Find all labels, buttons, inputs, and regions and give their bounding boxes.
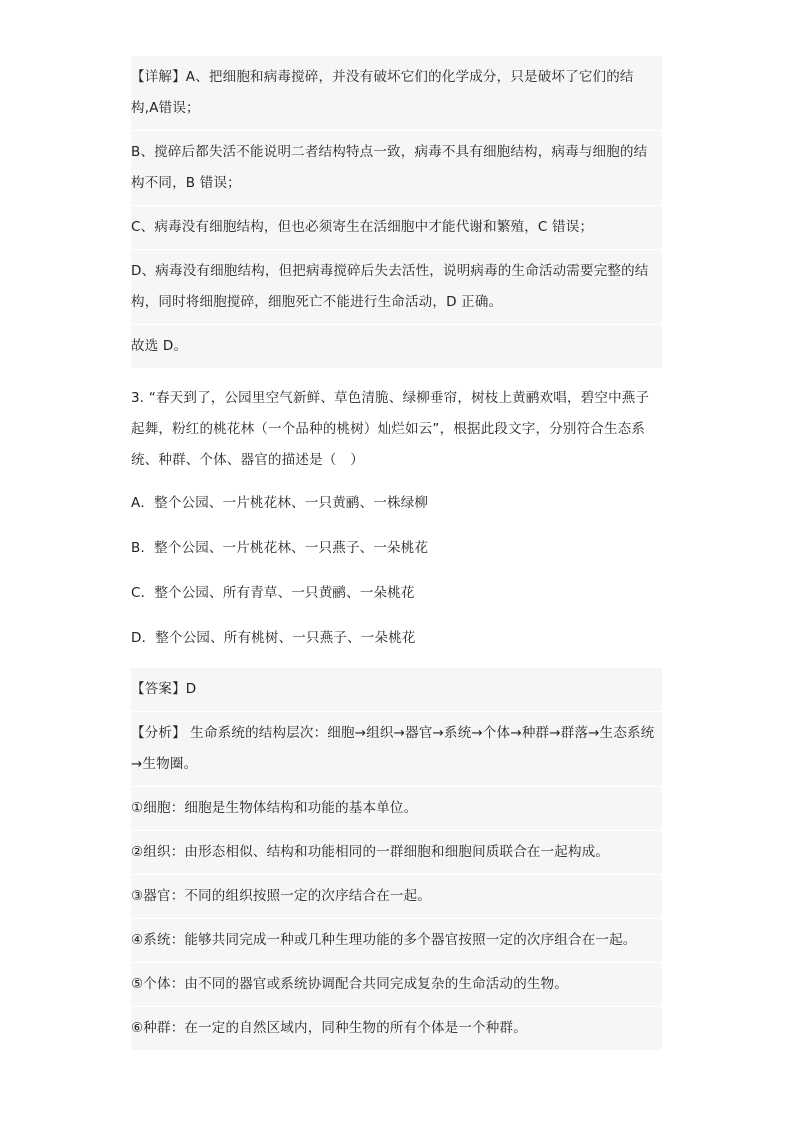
level-population: ⑥种群：在一定的自然区域内，同种生物的所有个体是一个种群。 xyxy=(131,1007,662,1051)
question-block xyxy=(131,377,662,662)
level-individual: ⑤个体：由不同的器官或系统协调配合共同完成复杂的生命活动的生物。 xyxy=(131,963,662,1007)
answer-block xyxy=(131,668,662,1051)
explanation-paragraph-d: D、病毒没有细胞结构，但把病毒搅碎后失去活性，说明病毒的生命活动需要完整的结构，同时将细胞搅碎，细胞死亡不能进行生命活动，D 正确。 xyxy=(131,250,662,325)
level-organ: ③器官：不同的组织按照一定的次序结合在一起。 xyxy=(131,875,662,919)
option-d: D．整个公园、所有桃树、一只燕子、一朵桃花 xyxy=(131,630,416,646)
level-cell: ①细胞：细胞是生物体结构和功能的基本单位。 xyxy=(131,787,662,831)
option-c: C．整个公园、所有青草、一只黄鹂、一朵桃花 xyxy=(131,585,415,601)
option-b: B．整个公园、一片桃花林、一只燕子、一朵桃花 xyxy=(131,540,429,556)
option-a: A．整个公园、一片桃花林、一只黄鹂、一株绿柳 xyxy=(131,495,429,511)
document-page xyxy=(131,56,662,1051)
level-tissue: ②组织：由形态相似、结构和功能相同的一群细胞和细胞间质联合在一起构成。 xyxy=(131,831,662,875)
explanation-conclusion: 故选 D。 xyxy=(131,325,662,369)
explanation-paragraph-a: 【详解】A、把细胞和病毒搅碎，并没有破坏它们的化学成分，只是破坏了它们的结构,A错误； xyxy=(131,56,662,131)
explanation-block xyxy=(131,56,662,369)
analysis-paragraph: 【分析】 生命系统的结构层次：细胞→组织→器官→系统→个体→种群→群落→生态系统→生物圈。 xyxy=(131,712,662,787)
explanation-paragraph-b: B、搅碎后都失活不能说明二者结构特点一致，病毒不具有细胞结构，病毒与细胞的结构不同，B 错误； xyxy=(131,131,662,206)
level-system: ④系统：能够共同完成一种或几种生理功能的多个器官按照一定的次序组合在一起。 xyxy=(131,919,662,963)
explanation-paragraph-c: C、病毒没有细胞结构，但也必须寄生在活细胞中才能代谢和繁殖，C 错误； xyxy=(131,206,662,250)
question-text: 3. “春天到了，公园里空气新鲜、草色清脆、绿柳垂帘，树枝上黄鹂欢唱，碧空中燕子起舞，粉红的桃花林（一个品种的桃树）灿烂如云”，根据此段文字，分别符合生态系统、种群、个体、器官的描述是（ ） xyxy=(131,390,650,468)
answer-label: 【答案】D xyxy=(131,668,662,712)
